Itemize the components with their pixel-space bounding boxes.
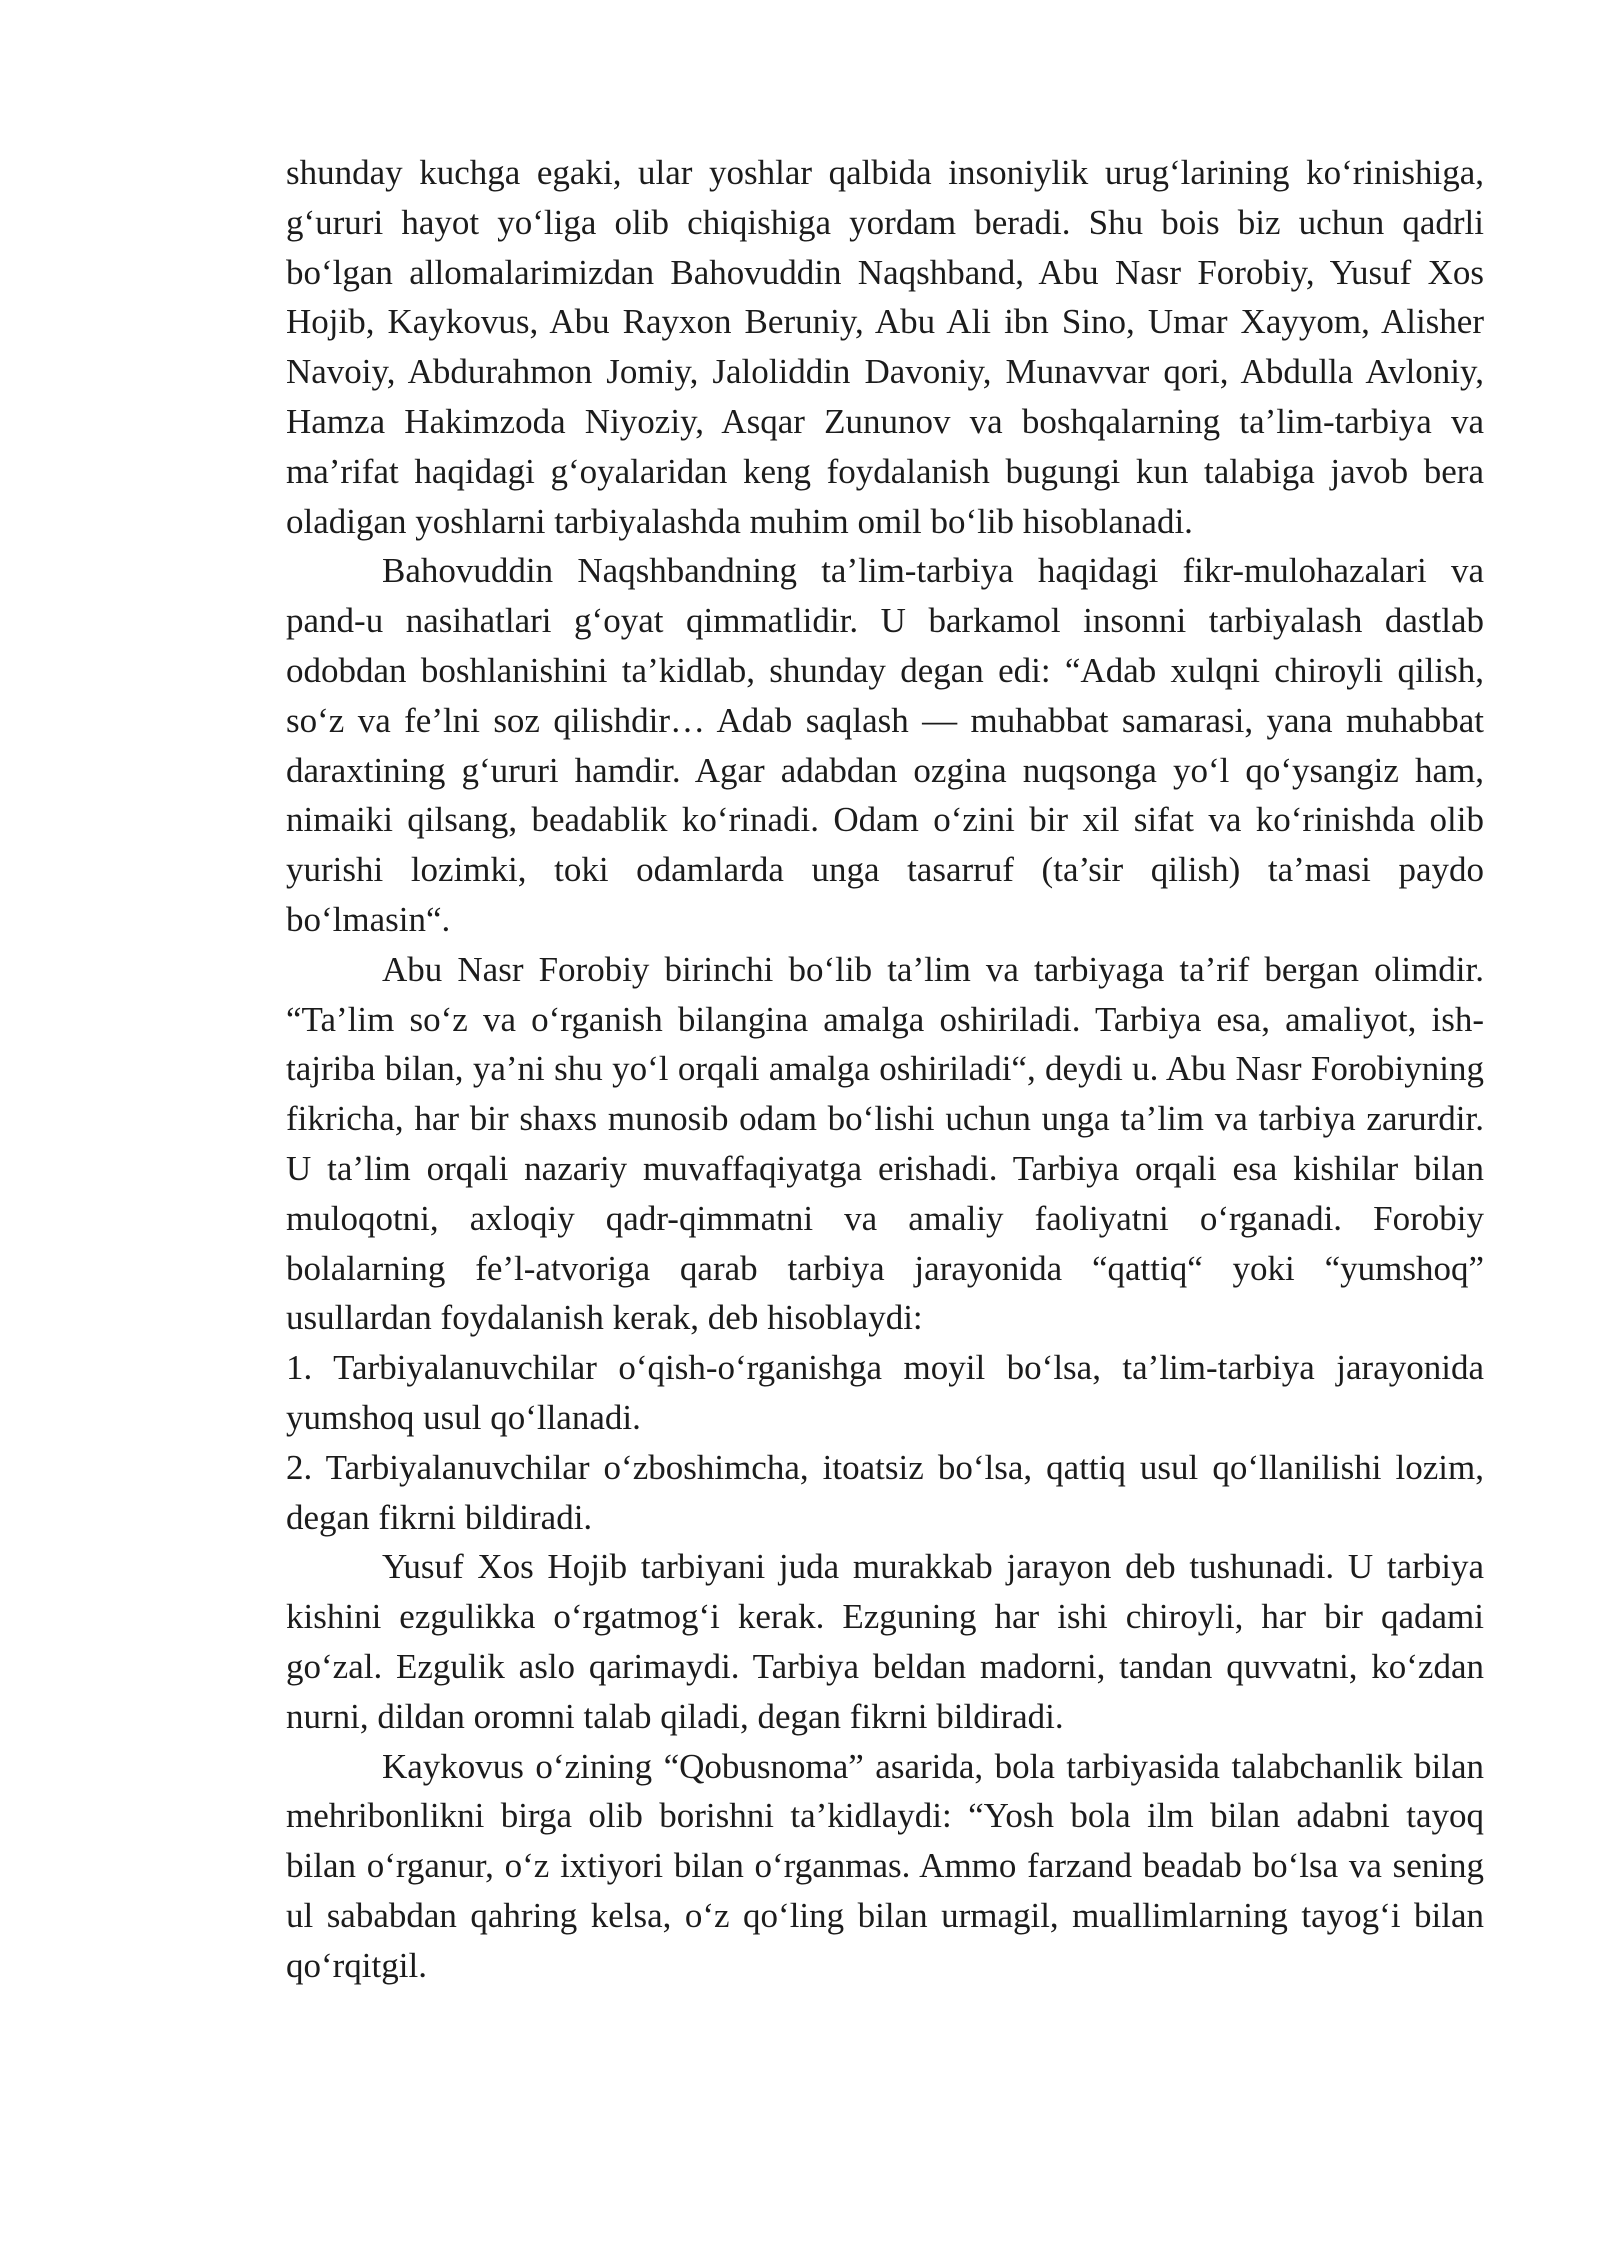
body-text xyxy=(286,148,1484,1990)
list-item-1: 1. Tarbiyalanuvchilar o‘qish-o‘rganishga moyil bo‘lsa, ta’lim-tarbiya jarayonida yumshoq usul qo‘llanadi. xyxy=(286,1348,1484,1437)
paragraph-naqshband: Bahovuddin Naqshbandning ta’lim-tarbiya haqidagi fikr-mulohazalari va pand-u nasihatlari g‘oyat qimmatlidir. U barkamol insonni tarbiyalash dastlab odobdan boshlanishini ta’kidlab, shunday degan edi: “Adab xulqni chiroyli qilish, so‘z va fe’lni soz qilishdir… Adab saqlash — muhabbat samarasi, yana muhabbat daraxtining g‘ururi hamdir. Agar adabdan ozgina nuqsonga yo‘l qo‘ysangiz ham, nimaiki qilsang, beadablik ko‘rinadi. Odam o‘zini bir xil sifat va ko‘rinishda olib yurishi lozimki, toki odamlarda unga tasarruf (ta’sir qilish) ta’masi paydo bo‘lmasin“. xyxy=(286,551,1484,939)
paragraph-forobiy: Abu Nasr Forobiy birinchi bo‘lib ta’lim va tarbiyaga ta’rif bergan olimdir. “Ta’lim so‘z va o‘rganish bilangina amalga oshiriladi. Tarbiya esa, amaliyot, ish-tajriba bilan, ya’ni shu yo‘l orqali amalga oshiriladi“, deydi u. Abu Nasr Forobiyning fikricha, har bir shaxs munosib odam bo‘lishi uchun unga ta’lim va tarbiya zarurdir. U ta’lim orqali nazariy muvaffaqiyatga erishadi. Tarbiya orqali esa kishilar bilan muloqotni, axloqiy qadr-qimmatni va amaliy faoliyatni o‘rganadi. Forobiy bolalarning fe’l-atvoriga qarab tarbiya jarayonida “qattiq“ yoki “yumshoq” usullardan foydalanish kerak, deb hisoblaydi: xyxy=(286,949,1484,1338)
paragraph-yusuf-xos-hojib: Yusuf Xos Hojib tarbiyani juda murakkab jarayon deb tushunadi. U tarbiya kishini ezgulikka o‘rgatmog‘i kerak. Ezguning har ishi chiroyli, har bir qadami go‘zal. Ezgulik aslo qarimaydi. Tarbiya beldan madorni, tandan quvvatni, ko‘zdan nurni, dildan oromni talab qiladi, degan fikrni bildiradi. xyxy=(286,1547,1484,1736)
paragraph-continuation: shunday kuchga egaki, ular yoshlar qalbida insoniylik urug‘larining ko‘rinishiga, g‘ururi hayot yo‘liga olib chiqishiga yordam beradi. Shu bois biz uchun qadrli bo‘lgan allomalarimizdan Bahovuddin Naqshband, Abu Nasr Forobiy, Yusuf Xos Hojib, Kaykovus, Abu Rayxon Beruniy, Abu Ali ibn Sino, Umar Xayyom, Alisher Navoiy, Abdurahmon Jomiy, Jaloliddin Davoniy, Munavvar qori, Abdulla Avloniy, Hamza Hakimzoda Niyoziy, Asqar Zununov va boshqalarning ta’lim-tarbiya va ma’rifat haqidagi g‘oyalaridan keng foydalanish bugungi kun talabiga javob bera oladigan yoshlarni tarbiyalashda muhim omil bo‘lib hisoblanadi. xyxy=(286,153,1484,541)
paragraph-kaykovus: Kaykovus o‘zining “Qobusnoma” asarida, bola tarbiyasida talabchanlik bilan mehribonlikni birga olib borishni ta’kidlaydi: “Yosh bola ilm bilan adabni tayoq bilan o‘rganur, o‘z ixtiyori bilan o‘rganmas. Ammo farzand beadab bo‘lsa va sening ul sababdan qahring kelsa, o‘z qo‘ling bilan urmagil, muallimlarning tayog‘i bilan qo‘rqitgil. xyxy=(286,1746,1484,1985)
list-item-2: 2. Tarbiyalanuvchilar o‘zboshimcha, itoatsiz bo‘lsa, qattiq usul qo‘llanilishi lozim, degan fikrni bildiradi. xyxy=(286,1447,1484,1537)
